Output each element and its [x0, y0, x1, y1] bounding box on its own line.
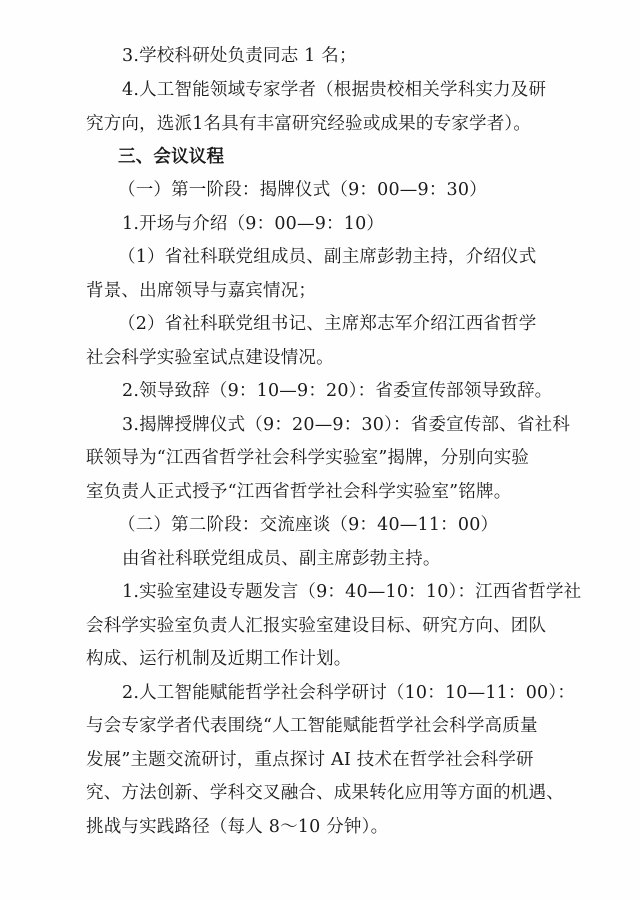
text-line: （1）省社科联党组成员、副主席彭勃主持，介绍仪式: [118, 247, 537, 267]
text-line: 发展”主题交流研讨，重点探讨 AI 技术在哲学社会科学研: [86, 750, 534, 770]
text-line: 1.开场与介绍（9：00—9：10）: [122, 214, 385, 234]
text-line: （2）省社科联党组书记、主席郑志军介绍江西省哲学: [118, 314, 537, 334]
text-line: 挑战与实践路径（每人 8～10 分钟）。: [86, 817, 389, 837]
text-line: 3.学校科研处负责同志 1 名；: [122, 46, 357, 66]
text-line: 联领导为“江西省哲学社会科学实验室”揭牌，分别向实验: [86, 448, 530, 468]
text-line: 与会专家学者代表围绕“人工智能赋能哲学社会科学高质量: [86, 716, 538, 736]
text-line: 4.人工智能领域专家学者（根据贵校相关学科实力及研: [122, 80, 547, 100]
text-line: 由省社科联党组成员、副主席彭勃主持。: [122, 549, 441, 569]
text-line: 3.揭牌授牌仪式（9：20—9：30）：省委宣传部、省社科: [122, 415, 571, 435]
text-line: 究、方法创新、学科交叉融合、成果转化应用等方面的机遇、: [86, 783, 564, 803]
text-line: 构成、运行机制及近期工作计划。: [86, 649, 352, 669]
text-line: 究方向，选派1名具有丰富研究经验或成果的专家学者）。: [86, 114, 532, 134]
text-line: 室负责人正式授予“江西省哲学社会科学实验室”铭牌。: [86, 482, 512, 502]
text-line: 背景、出席领导与嘉宾情况；: [86, 281, 317, 301]
subsection-heading: （一）第一阶段：揭牌仪式（9：00—9：30）: [118, 180, 487, 200]
text-line: 1.实验室建设专题发言（9：40—10：10）：江西省哲学社: [122, 582, 582, 602]
text-line: 社会科学实验室试点建设情况。: [86, 348, 334, 368]
text-line: 2.领导致辞（9：10—9：20）：省委宣传部领导致辞。: [122, 381, 553, 401]
section-heading: 三、会议议程: [118, 147, 225, 167]
text-line: 2.人工智能赋能哲学社会科学研讨（10：10—11：00）：: [122, 683, 576, 703]
subsection-heading: （二）第二阶段：交流座谈（9：40—11：00）: [118, 515, 499, 535]
text-line: 会科学实验室负责人汇报实验室建设目标、研究方向、团队: [86, 616, 547, 636]
